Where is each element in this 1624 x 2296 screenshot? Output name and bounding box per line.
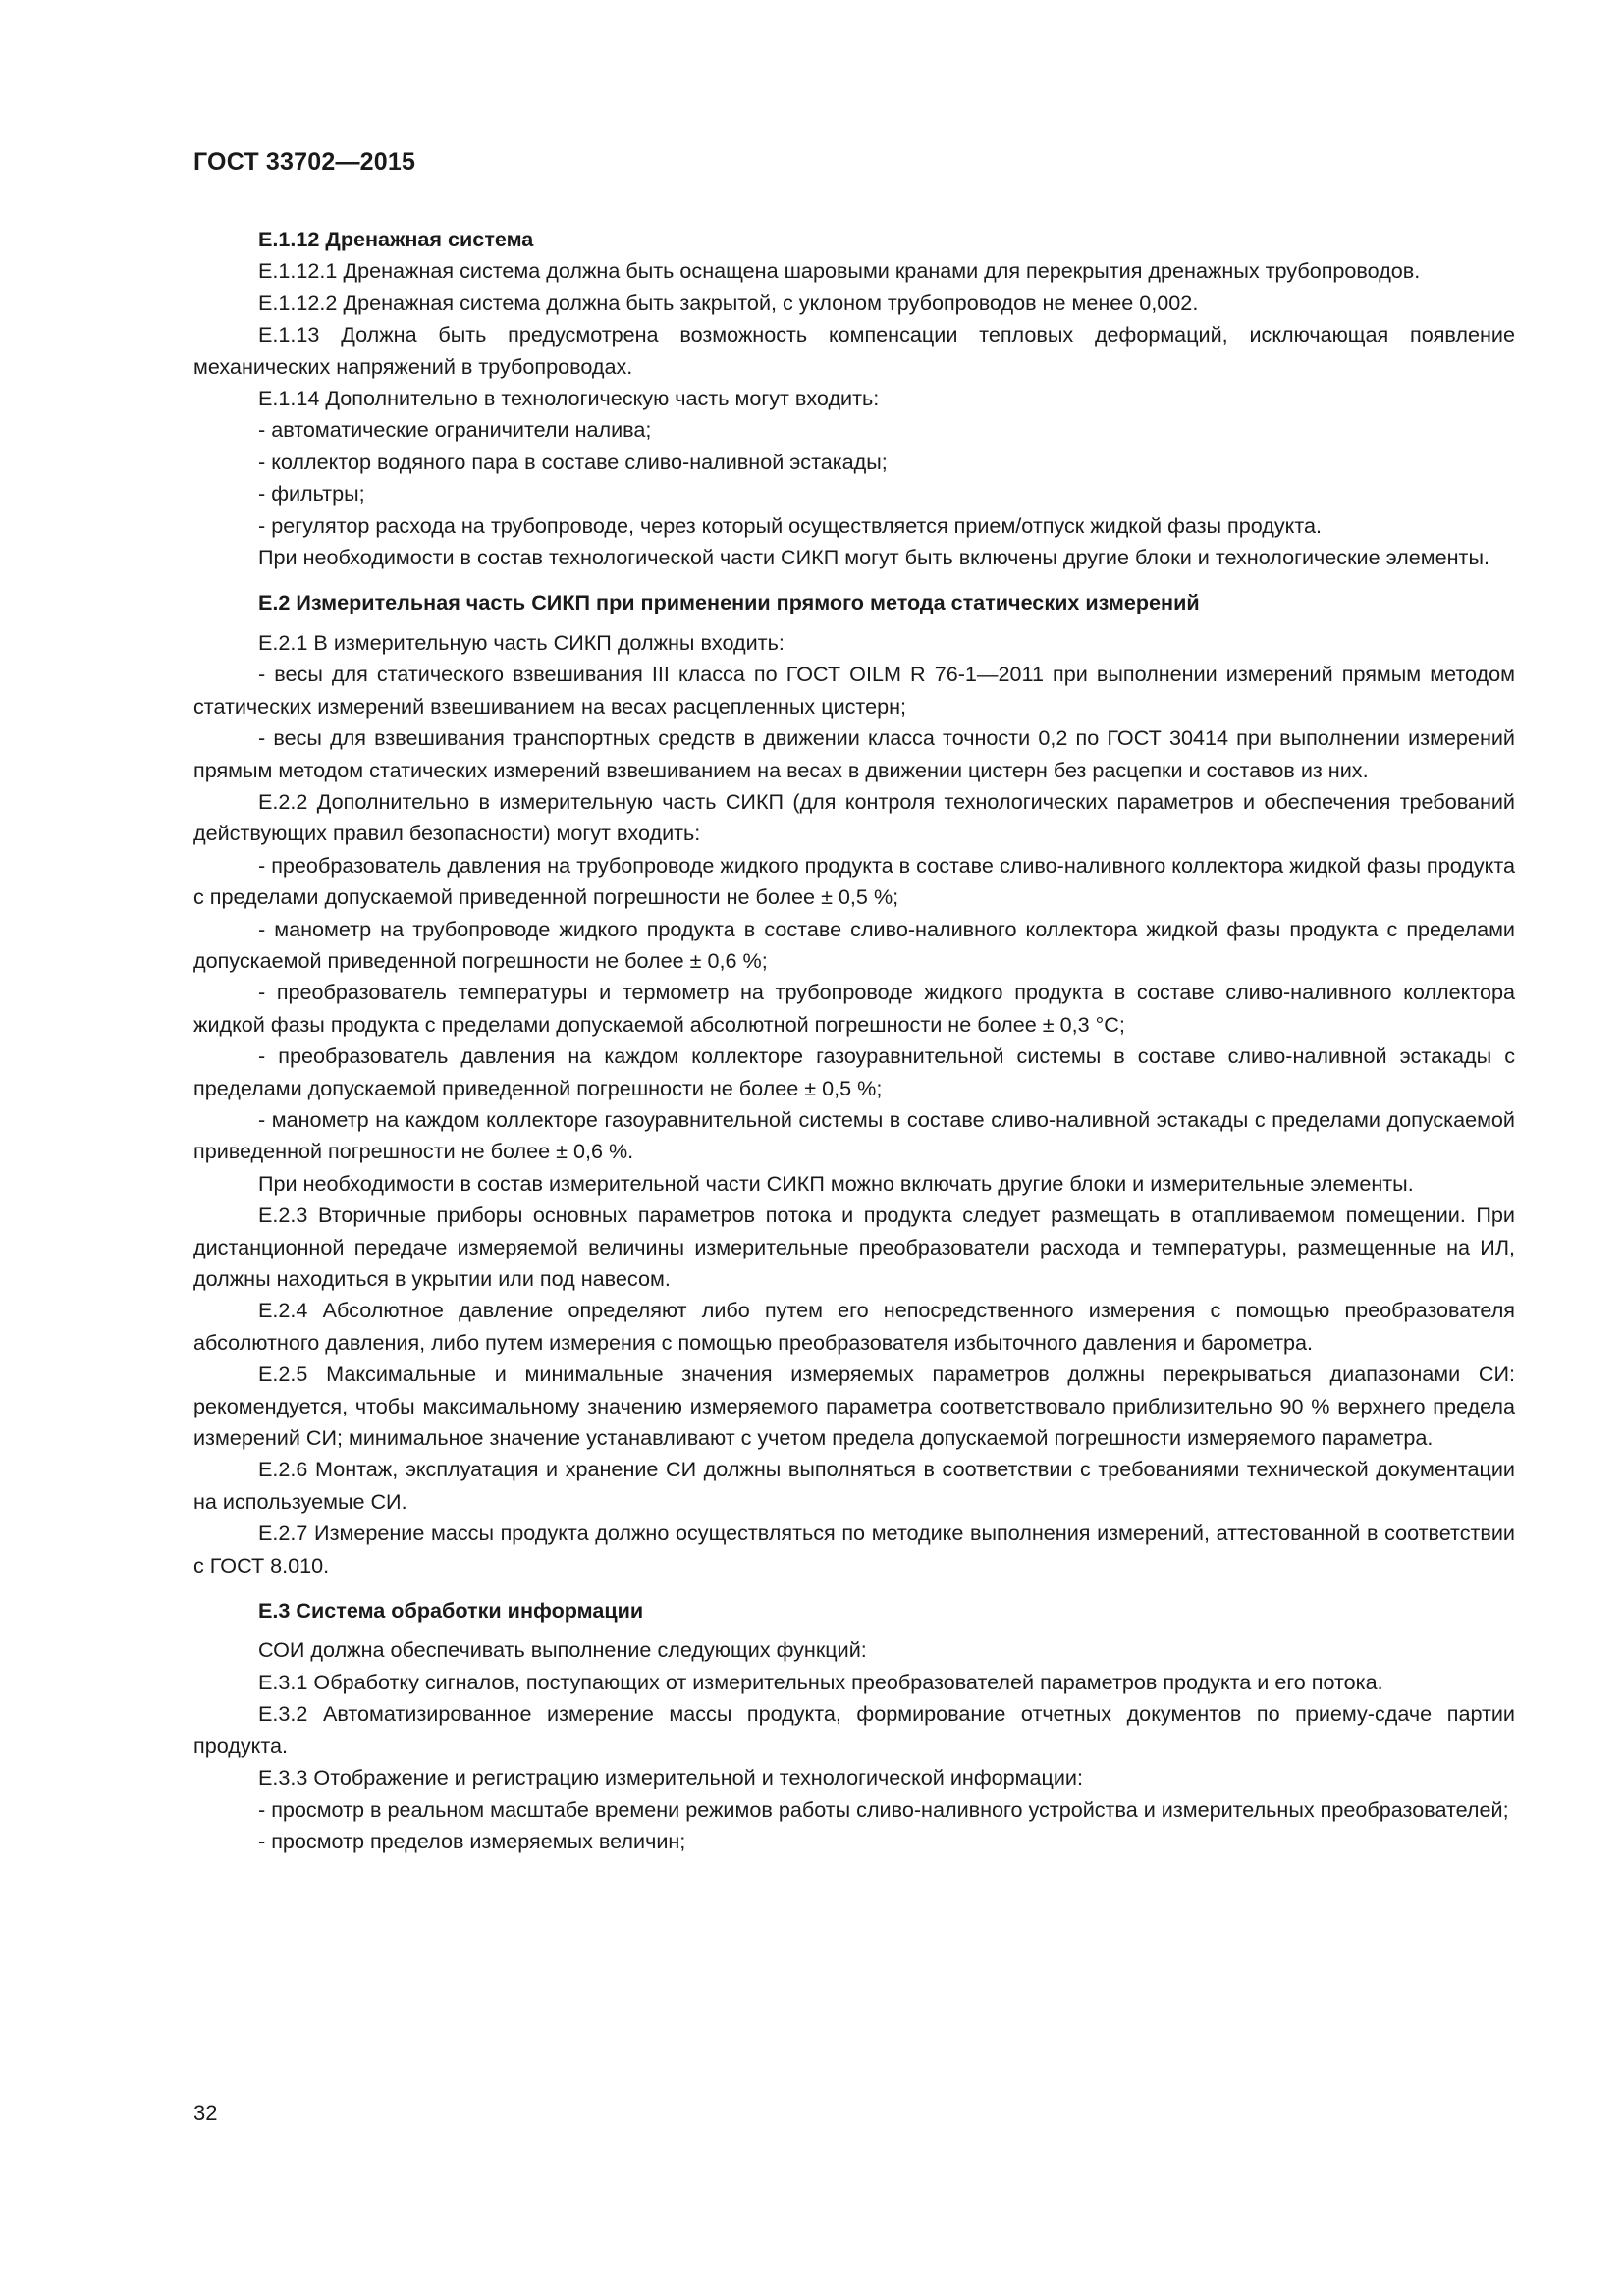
page-number: 32 bbox=[193, 2101, 218, 2125]
document-body bbox=[193, 224, 1515, 1857]
list-item: - регулятор расхода на трубопроводе, через который осуществляется прием/отпуск жидкой фазы продукта. bbox=[258, 512, 1323, 538]
list-item: - просмотр в реальном масштабе времени режимов работы сливо-наливного устройства и измерительных преобразователей; bbox=[258, 1796, 1509, 1822]
paragraph: Е.2.5 Максимальные и минимальные значения измеряемых параметров должны перекрываться диапазонами СИ: рекомендуется, чтобы максимальному значению измеряемого параметра соответствовало приблизительно 90 % верхнего предела измерений СИ; минимальное значение устанавливают с учетом предела допускаемой погрешности измеряемого параметра. bbox=[193, 1362, 1515, 1451]
section-heading: Е.1.12 Дренажная система bbox=[258, 227, 534, 251]
list-item: - коллектор водяного пара в составе сливо-наливной эстакады; bbox=[258, 449, 888, 474]
paragraph: Е.2.7 Измерение массы продукта должно осуществляться по методике выполнения измерений, аттестованной в соответствии с ГОСТ 8.010. bbox=[193, 1521, 1515, 1577]
list-item: - преобразователь давления на трубопроводе жидкого продукта в составе сливо-наливного коллектора жидкой фазы продукта с пределами допускаемой приведенной погрешности не более ± 0,5 %; bbox=[193, 852, 1515, 910]
list-item: - преобразователь давления на каждом коллекторе газоуравнительной системы в составе сливо-наливной эстакады с пределами допускаемой приведенной погрешности не более ± 0,5 %; bbox=[193, 1043, 1515, 1100]
paragraph: Е.1.12.1 Дренажная система должна быть оснащена шаровыми кранами для перекрытия дренажных трубопроводов. bbox=[258, 258, 1421, 284]
list-item: - весы для взвешивания транспортных средств в движении класса точности 0,2 по ГОСТ 30414 при выполнении измерений прямым методом статических измерений взвешиванием на весах в движении цистерн без расцепки и составов из них. bbox=[193, 725, 1515, 782]
paragraph: Е.2.1 В измерительную часть СИКП должны входить: bbox=[258, 629, 785, 655]
paragraph: Е.3.2 Автоматизированное измерение массы продукта, формирование отчетных документов по приему-сдаче партии продукта. bbox=[193, 1701, 1515, 1758]
paragraph: Е.1.12.2 Дренажная система должна быть закрытой, с уклоном трубопроводов не менее 0,002. bbox=[258, 290, 1199, 315]
paragraph: Е.2.6 Монтаж, эксплуатация и хранение СИ должны выполняться в соответствии с требованиями технической документации на используемые СИ. bbox=[193, 1457, 1515, 1514]
paragraph: Е.2.2 Дополнительно в измерительную часть СИКП (для контроля технологических параметров и обеспечения требований действующих правил безопасности) могут входить: bbox=[193, 788, 1515, 846]
document-header: ГОСТ 33702—2015 bbox=[193, 148, 416, 176]
paragraph: При необходимости в состав измерительной части СИКП можно включать другие блоки и измерительные элементы. bbox=[258, 1170, 1414, 1196]
paragraph: СОИ должна обеспечивать выполнение следующих функций: bbox=[258, 1637, 867, 1663]
paragraph: Е.1.14 Дополнительно в технологическую часть могут входить: bbox=[258, 386, 880, 411]
paragraph: При необходимости в состав технологической части СИКП могут быть включены другие блоки и технологические элементы. bbox=[258, 545, 1489, 570]
list-item: - автоматические ограничители налива; bbox=[258, 417, 652, 443]
paragraph: Е.2.4 Абсолютное давление определяют либо путем его непосредственного измерения с помощью преобразователя абсолютного давления, либо путем измерения с помощью преобразователя избыточного давления и барометра. bbox=[193, 1298, 1515, 1355]
list-item: - весы для статического взвешивания III класса по ГОСТ OILM R 76-1—2011 при выполнении измерений прямым методом статических измерений взвешиванием на весах расцепленных цистерн; bbox=[193, 662, 1515, 719]
list-item: - манометр на каждом коллекторе газоуравнительной системы в составе сливо-наливной эстакады с пределами допускаемой приведенной погрешности не более ± 0,6 %. bbox=[193, 1106, 1515, 1164]
list-item: - преобразователь температуры и термометр на трубопроводе жидкого продукта в составе сливо-наливного коллектора жидкой фазы продукта с пределами допускаемой абсолютной погрешности не более ± 0,3 °С; bbox=[193, 980, 1515, 1037]
list-item: - фильтры; bbox=[258, 481, 365, 507]
list-item: - просмотр пределов измеряемых величин; bbox=[258, 1828, 686, 1853]
paragraph: Е.2.3 Вторичные приборы основных параметров потока и продукта следует размещать в отапливаемом помещении. При дистанционной передаче измеряемой величины измерительные преобразователи расхода и температуры, размещенные на ИЛ, должны находиться в укрытии или под навесом. bbox=[193, 1202, 1515, 1291]
paragraph: Е.3.1 Обработку сигналов, поступающих от измерительных преобразователей параметров продукта и его потока. bbox=[258, 1669, 1383, 1694]
section-heading: Е.3 Система обработки информации bbox=[258, 1598, 644, 1624]
section-heading: Е.2 Измерительная часть СИКП при применении прямого метода статических измерений bbox=[258, 590, 1200, 615]
list-item: - манометр на трубопроводе жидкого продукта в составе сливо-наливного коллектора жидкой фазы продукта с пределами допускаемой приведенной погрешности не более ± 0,6 %; bbox=[193, 916, 1515, 973]
paragraph: Е.3.3 Отображение и регистрацию измерительной и технологической информации: bbox=[258, 1765, 1083, 1790]
paragraph: Е.1.13 Должна быть предусмотрена возможность компенсации тепловых деформаций, исключающая появление механических напряжений в трубопроводах. bbox=[193, 322, 1515, 379]
